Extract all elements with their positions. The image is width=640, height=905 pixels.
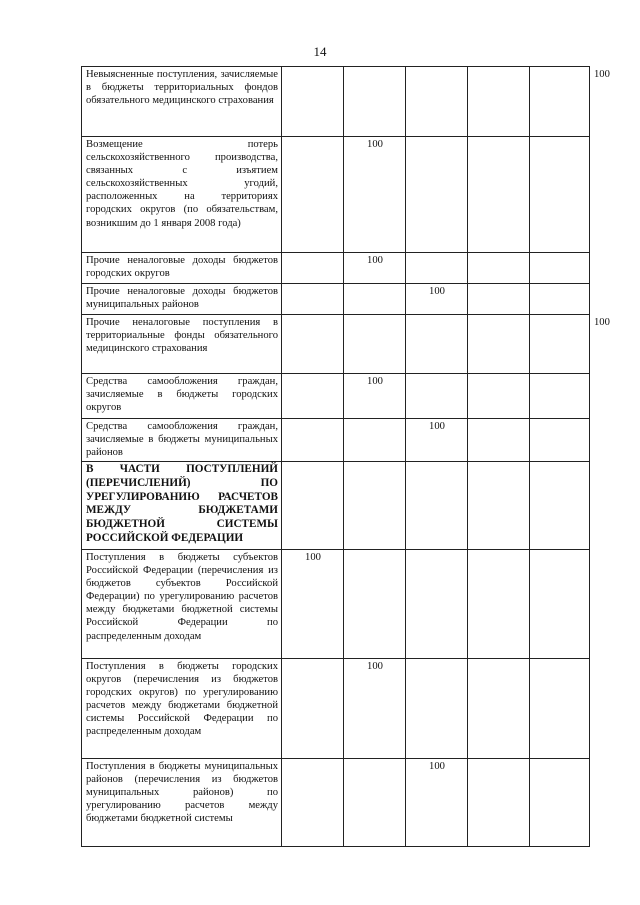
value-cell (530, 137, 590, 253)
value-cell (530, 67, 590, 137)
table-row (82, 759, 590, 847)
revenue-name-cell: Поступления в бюджеты субъектов Российской Федерации (перечисления из бюджетов субъектов Российской Федерации) по урегулированию расчетов между бюджетами бюджетной системы Российской Федерации по распределенным доходам (82, 550, 282, 659)
value-cell (282, 137, 344, 253)
value-cell: 100 (282, 550, 344, 659)
revenue-name-cell: Возмещение потерь сельскохозяйственного производства, связанных с изъятием сельскохозяйственных угодий, расположенных на территориях городских округов (по обязательствам, возникшим до 1 января 2008 года) (82, 137, 282, 253)
value-cell (282, 67, 344, 137)
value-cell: 100 (344, 253, 406, 284)
section-heading-cell: В ЧАСТИ ПОСТУПЛЕНИЙ (ПЕРЕЧИСЛЕНИЙ) ПО УРЕГУЛИРОВАНИЮ РАСЧЕТОВ МЕЖДУ БЮДЖЕТАМИ БЮДЖЕТНОЙ СИСТЕМЫ РОССИЙСКОЙ ФЕДЕРАЦИИ (82, 462, 282, 550)
value-cell (282, 419, 344, 462)
value-cell (406, 253, 468, 284)
table-row (82, 284, 590, 315)
value-cell (406, 462, 468, 550)
value-cell (344, 284, 406, 315)
value-cell (282, 759, 344, 847)
value-cell (468, 550, 530, 659)
value-cell (344, 419, 406, 462)
table-row (82, 253, 590, 284)
value-cell: 100 (406, 284, 468, 315)
value-cell (282, 659, 344, 759)
value-cell (344, 550, 406, 659)
value-cell (344, 759, 406, 847)
value-cell (468, 315, 530, 374)
value-cell (282, 315, 344, 374)
table-row: Прочие неналоговые поступления в территориальные фонды обязательного медицинского страхования 100 (82, 315, 590, 374)
value-cell (530, 462, 590, 550)
revenue-name-cell: Прочие неналоговые доходы бюджетов городских округов (82, 253, 282, 284)
value-cell (344, 67, 406, 137)
value-cell: 100 (344, 137, 406, 253)
value-cell (406, 550, 468, 659)
table-row (82, 659, 590, 759)
value-cell (406, 137, 468, 253)
value-cell (282, 284, 344, 315)
table-row (82, 462, 590, 550)
value-cell (530, 253, 590, 284)
revenue-name-cell: Поступления в бюджеты городских округов (перечисления из бюджетов городских округов) по урегулированию расчетов между бюджетами бюджетной системы Российской Федерации по распределенным доходам (82, 659, 282, 759)
value-cell (406, 315, 468, 374)
value-cell (530, 315, 590, 374)
value-cell (468, 284, 530, 315)
value-cell (406, 659, 468, 759)
value-cell: 100 (344, 659, 406, 759)
value-cell (468, 462, 530, 550)
table-row (82, 419, 590, 462)
value-cell (406, 67, 468, 137)
value-cell: 100 (344, 374, 406, 419)
value-cell (530, 374, 590, 419)
value-cell (282, 253, 344, 284)
value-cell (468, 67, 530, 137)
table-row (82, 550, 590, 659)
revenue-name-cell: Прочие неналоговые доходы бюджетов муниципальных районов (82, 284, 282, 315)
value-cell (344, 315, 406, 374)
value-cell (468, 374, 530, 419)
value-cell (468, 759, 530, 847)
revenue-name-cell: Прочие неналоговые поступления в территориальные фонды обязательного медицинского страхования (82, 315, 282, 374)
value-cell (282, 462, 344, 550)
value-cell (530, 550, 590, 659)
value-cell: 100 (406, 419, 468, 462)
value-cell (282, 374, 344, 419)
revenue-name-cell: Средства самообложения граждан, зачисляемые в бюджеты городских округов (82, 374, 282, 419)
value-cell (468, 253, 530, 284)
value-cell (468, 137, 530, 253)
value-cell (468, 659, 530, 759)
value-cell (530, 284, 590, 315)
table-row: Невыясненные поступления, зачисляемые в бюджеты территориальных фондов обязательного медицинского страхования 100 (82, 67, 590, 137)
value-cell: 100 (406, 759, 468, 847)
revenue-name-cell: Невыясненные поступления, зачисляемые в бюджеты территориальных фондов обязательного медицинского страхования (82, 67, 282, 137)
value-cell (530, 419, 590, 462)
value-cell (530, 759, 590, 847)
value-cell (530, 659, 590, 759)
page-number: 14 (313, 44, 327, 59)
value-cell (468, 419, 530, 462)
value-cell (406, 374, 468, 419)
revenue-distribution-table (81, 66, 610, 847)
revenue-name-cell: Поступления в бюджеты муниципальных районов (перечисления из бюджетов муниципальных районов) по урегулированию расчетов между бюджетами бюджетной системы (82, 759, 282, 847)
table-row (82, 374, 590, 419)
revenue-name-cell: Средства самообложения граждан, зачисляемые в бюджеты муниципальных районов (82, 419, 282, 462)
table-row (82, 137, 590, 253)
value-cell (344, 462, 406, 550)
